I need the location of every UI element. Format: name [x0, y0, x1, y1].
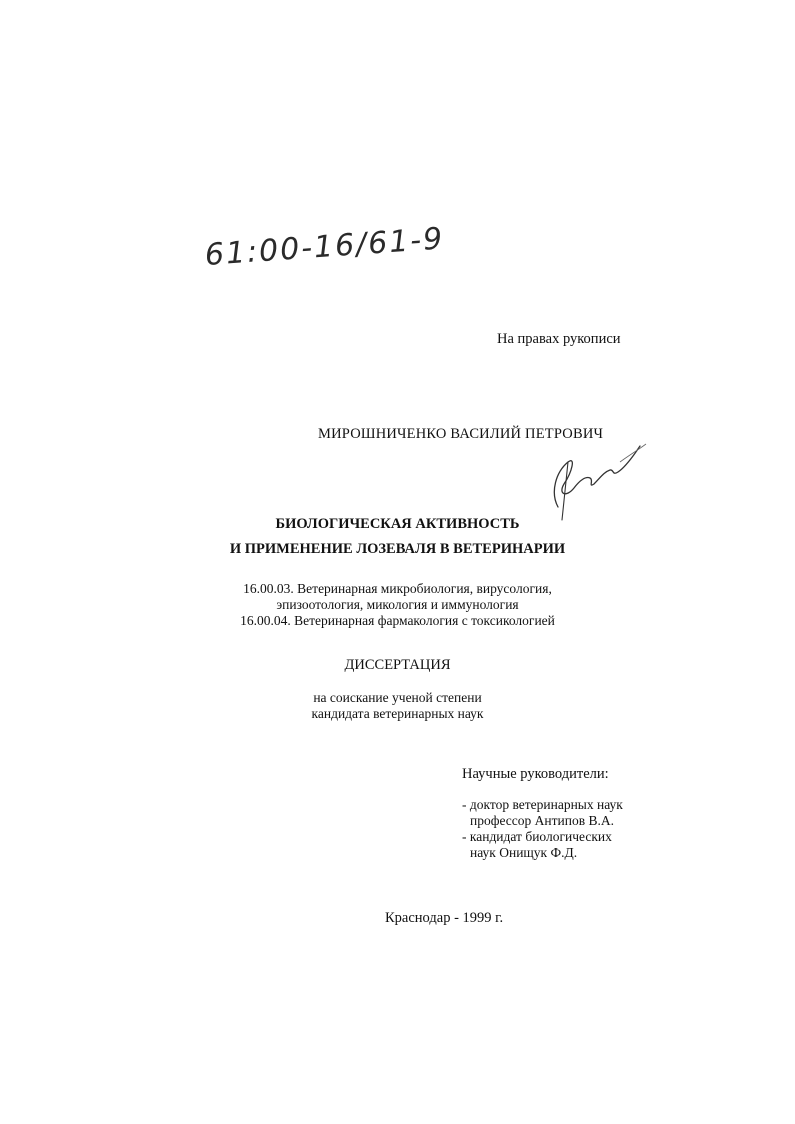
degree-line: на соискание ученой степени: [313, 690, 482, 705]
specialties-block: [0, 581, 795, 629]
title-line-2: И ПРИМЕНЕНИЕ ЛОЗЕВАЛЯ В ВЕТЕРИНАРИИ: [229, 541, 566, 557]
degree-line: кандидата ветеринарных наук: [311, 706, 484, 721]
specialty-line: 16.00.04. Ветеринарная фармакология с токсикологией: [240, 613, 555, 628]
signature-image: [528, 432, 648, 522]
supervisor-line: - доктор ветеринарных наук: [462, 797, 623, 812]
title-line-1: БИОЛОГИЧЕСКАЯ АКТИВНОСТЬ: [275, 516, 520, 532]
place-and-year: Краснодар - 1999 г.: [385, 910, 504, 926]
supervisor-line: - кандидат биологических: [462, 829, 612, 844]
supervisor-line: профессор Антипов В.А.: [470, 813, 614, 828]
specialty-line: эпизоотология, микология и иммунология: [276, 597, 519, 612]
archive-code-handwritten: 61:00-16/61-9: [203, 221, 446, 273]
author-name: МИРОШНИЧЕНКО ВАСИЛИЙ ПЕТРОВИЧ: [318, 426, 604, 442]
document-type: ДИССЕРТАЦИЯ: [344, 657, 451, 673]
rights-note: На правах рукописи: [497, 331, 621, 347]
supervisor-line: наук Онищук Ф.Д.: [470, 845, 578, 860]
supervisors-heading: Научные руководители:: [462, 766, 609, 782]
degree-block: [0, 690, 795, 722]
specialty-line: 16.00.03. Ветеринарная микробиология, вирусология,: [243, 581, 552, 596]
supervisors-list: [462, 797, 623, 861]
